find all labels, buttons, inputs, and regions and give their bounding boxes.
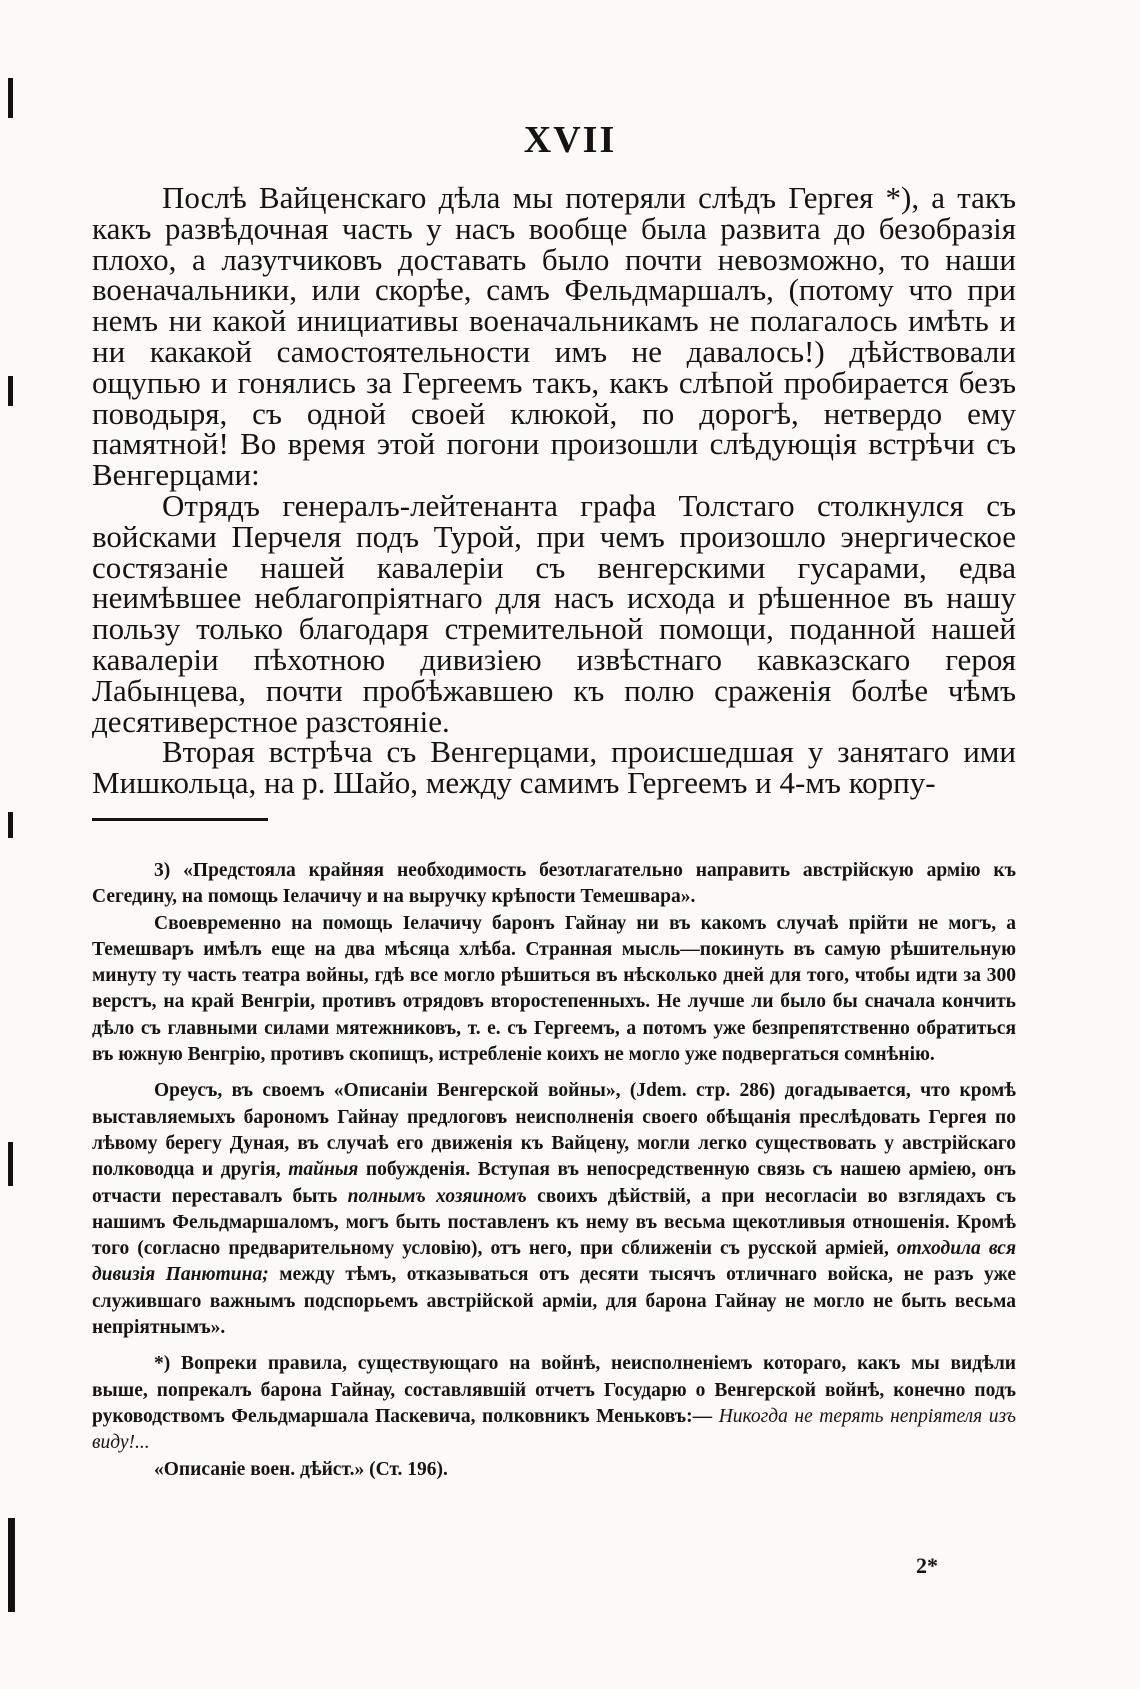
footnote-3-comment: Своевременно на помощь Іелачичу баронъ Гайнау ни въ какомъ случаѣ прійти не могъ, а Темешваръ имѣлъ еще на два мѣсяца хлѣба. Странная мысль—покинуть въ самую рѣшительную минуту ту часть театра войны, гдѣ все могло рѣшиться въ нѣсколько дней для того, чтобы идти за 300 верстъ, на край Венгріи, противъ отрядовъ второстепенныхъ. Не лучше ли было бы сначала кончить дѣло съ главными силами мятежниковъ, т. е. съ Гергеемъ, а потомъ уже безпрепятственно обратиться въ южную Венгрію, противъ скопищъ, истребленіе коихъ не могло уже подвергаться сомнѣнію. — [92, 912, 1016, 1066]
oreus-text: своихъ дѣйствій, а при несогласіи во взглядахъ съ нашимъ Фельдмаршаломъ, могъ быть поставленъ къ нему въ весьма щекотливыя отношенія. Кромѣ того (согласно предварительному условію), отъ него, при сближеніи съ русской арміей, — [92, 1185, 1016, 1260]
star-note-text: *) Вопреки правила, существующаго на войнѣ, неисполненіемъ котораго, какъ мы видѣли выше, попрекалъ барона Гайнау, составлявшій отчетъ Государю о Венгерской войнѣ, конечно подъ руководствомъ Фельдмаршала Паскевича, полковникъ Меньковъ:— — [92, 1353, 1016, 1427]
footnote-star — [92, 1351, 1016, 1456]
body-paragraph: Отрядъ генералъ-лейтенанта графа Толстаго столкнулся съ войсками Перчеля подъ Турой, при чемъ произошло энергическое состязаніе нашей кавалеріи съ венгерскими гусарами, едва неимѣвшее неблагопріятнаго для насъ исхода и рѣшенное въ нашу пользу только благодаря стремительной помощи, поданной нашей кавалеріи пѣхотною дивизіею извѣстнаго кавказскаго героя Лабынцева, почти пробѣжавшею къ полю сраженія болѣе чѣмъ десятиверстное разстояніе. — [92, 487, 1016, 739]
footnotes — [92, 858, 1016, 1483]
page-number: 2* — [916, 1553, 938, 1578]
scan-edge-mark — [8, 812, 13, 838]
page-header-roman-numeral: XVII — [523, 119, 617, 161]
scan-edge-mark — [8, 376, 13, 406]
scan-edge-mark — [8, 1518, 15, 1612]
oreus-emphasis: отходила вся дивизія Панютина; — [92, 1238, 1016, 1286]
scan-edge-mark — [8, 1142, 13, 1186]
main-text — [92, 180, 1016, 801]
oreus-emphasis: полнымъ хозяиномъ — [347, 1185, 527, 1207]
star-note-quote: Никогда не терять непріятеля изъ виду!... — [92, 1405, 1017, 1454]
oreus-text: между тѣмъ, отказываться отъ десяти тысячъ отличнаго войска, не разъ уже служившаго важнымъ подспорьемъ австрійской арміи, для барона Гайнау не могло не быть весьма непріятнымъ». — [92, 1264, 1016, 1339]
footnote-separator — [92, 818, 268, 821]
footnote-oreus — [92, 1078, 1016, 1341]
footnote-3-quote: 3) «Предстояла крайняя необходимость безотлагательно направить австрійскую армію къ Сегедину, на помощь Іелачичу и на выручку крѣпости Темешвара». — [92, 860, 1016, 908]
footnote-star-source: «Описаніе воен. дѣйст.» (Ст. 196). — [154, 1458, 448, 1480]
scan-edge-mark — [8, 78, 13, 118]
body-paragraph: Послѣ Вайценскаго дѣла мы потеряли слѣдъ Гергея *), а такъ какъ развѣдочная часть у насъ вообще была развита до безобразія плохо, а лазутчиковъ доставать было почти невозможно, то наши военачальники, или скорѣе, самъ Фельдмаршалъ, (потому что при немъ ни какой инициативы военачальникамъ не полагалось имѣть и ни какакой самостоятельности имъ не давалось!) дѣйствовали ощупью и гонялись за Гергеемъ такъ, какъ слѣпой пробирается безъ поводыря, съ одной своей клюкой, по дорогѣ, нетвердо ему памятной! Во время этой погони произошли слѣдующія встрѣчи съ Венгерцами: — [92, 180, 1016, 493]
oreus-text: побужденія. Вступая въ непосредственную связь съ нашею арміею, онъ отчасти переставалъ быть — [92, 1159, 1016, 1207]
oreus-text: Ореусъ, въ своемъ «Описаніи Венгерской войны», (Jdem. стр. 286) догадывается, что кромѣ выставляемыхъ барономъ Гайнау предлоговъ неисполненія своего обѣщанія преслѣдовать Гергея по лѣвому берегу Дуная, въ случаѣ его движенія къ Вайцену, могли легко существовать у австрійскаго полководца и другія, — [92, 1080, 1016, 1181]
body-paragraph: Вторая встрѣча съ Венгерцами, происшедшая у занятаго ими Мишкольца, на р. Шайо, между самимъ Гергеемъ и 4-мъ корпу- — [92, 734, 1016, 801]
oreus-emphasis: тайныя — [288, 1159, 359, 1181]
